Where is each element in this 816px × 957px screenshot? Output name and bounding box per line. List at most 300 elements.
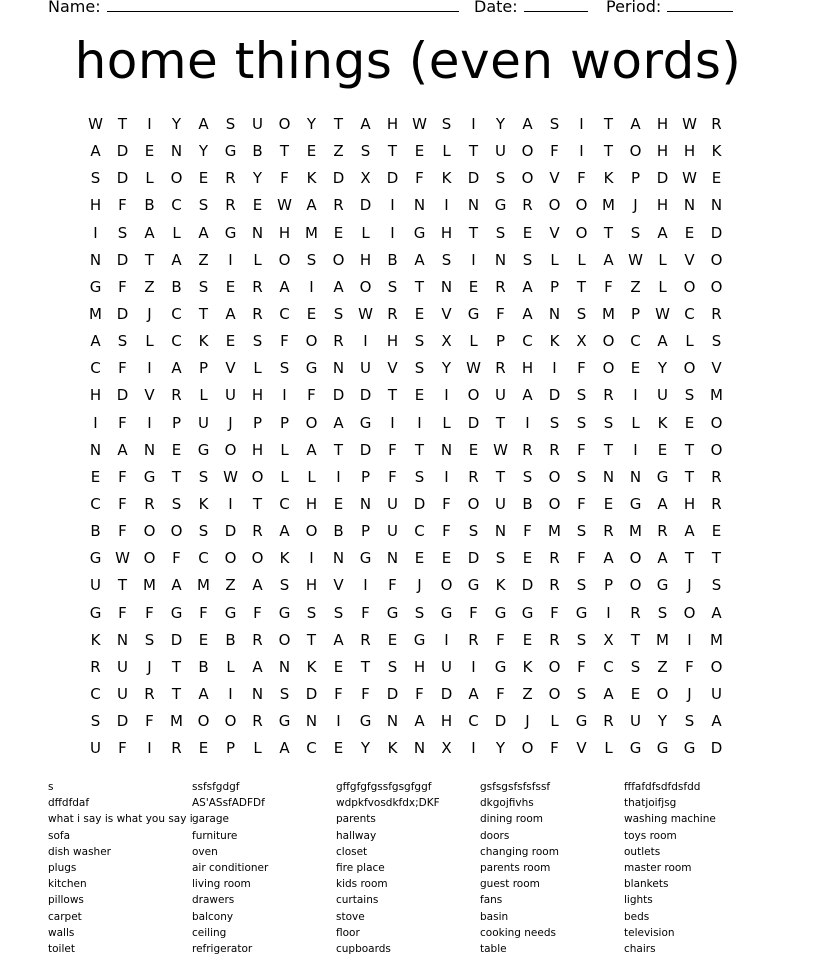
grid-letter[interactable]: T xyxy=(171,467,182,486)
grid-letter[interactable]: E xyxy=(414,142,425,161)
grid-letter[interactable]: I xyxy=(309,277,314,296)
grid-letter[interactable]: K xyxy=(657,413,668,432)
grid-letter[interactable]: D xyxy=(116,386,129,405)
grid-letter[interactable]: I xyxy=(363,332,368,351)
grid-letter[interactable]: B xyxy=(198,657,209,676)
grid-letter[interactable]: I xyxy=(579,115,584,133)
grid-letter[interactable]: P xyxy=(225,739,236,758)
grid-letter[interactable]: U xyxy=(441,657,452,676)
grid-letter[interactable]: A xyxy=(279,522,290,541)
grid-letter[interactable]: R xyxy=(630,603,641,622)
grid-letter[interactable]: F xyxy=(442,494,451,513)
grid-letter[interactable]: G xyxy=(278,603,291,622)
grid-letter[interactable]: Z xyxy=(657,657,668,676)
grid-letter[interactable]: M xyxy=(548,522,561,541)
grid-letter[interactable]: R xyxy=(495,277,506,296)
grid-letter[interactable]: U xyxy=(198,413,209,432)
grid-letter[interactable]: H xyxy=(305,576,318,595)
grid-letter[interactable]: A xyxy=(657,549,668,568)
grid-letter[interactable]: S xyxy=(441,115,452,133)
grid-letter[interactable]: A xyxy=(657,332,668,351)
grid-letter[interactable]: F xyxy=(118,522,127,541)
grid-letter[interactable]: O xyxy=(224,712,237,731)
grid-letter[interactable]: F xyxy=(550,142,559,161)
grid-letter[interactable]: H xyxy=(656,115,669,133)
grid-letter[interactable]: I xyxy=(147,115,152,133)
grid-letter[interactable]: I xyxy=(687,630,692,649)
grid-letter[interactable]: F xyxy=(361,603,370,622)
grid-letter[interactable]: S xyxy=(711,576,722,595)
grid-letter[interactable]: H xyxy=(656,196,669,215)
grid-letter[interactable]: G xyxy=(629,494,642,513)
grid-letter[interactable]: O xyxy=(629,549,642,568)
grid-letter[interactable]: S xyxy=(576,413,587,432)
grid-letter[interactable]: K xyxy=(549,332,560,351)
grid-letter[interactable]: V xyxy=(576,739,587,758)
grid-letter[interactable]: G xyxy=(521,603,534,622)
grid-letter[interactable]: U xyxy=(495,494,506,513)
grid-letter[interactable]: T xyxy=(333,440,344,459)
grid-letter[interactable]: E xyxy=(441,549,452,568)
grid-letter[interactable]: A xyxy=(468,684,479,703)
grid-letter[interactable]: S xyxy=(279,684,290,703)
grid-letter[interactable]: E xyxy=(414,549,425,568)
grid-letter[interactable]: D xyxy=(224,522,237,541)
grid-letter[interactable]: S xyxy=(387,277,398,296)
grid-letter[interactable]: R xyxy=(657,522,668,541)
grid-letter[interactable]: G xyxy=(494,603,507,622)
grid-letter[interactable]: D xyxy=(548,386,561,405)
grid-letter[interactable]: G xyxy=(305,359,318,378)
grid-letter[interactable]: S xyxy=(630,657,641,676)
grid-letter[interactable]: K xyxy=(711,142,722,161)
grid-letter[interactable]: S xyxy=(549,115,560,133)
grid-letter[interactable]: W xyxy=(223,467,238,486)
grid-letter[interactable]: F xyxy=(550,739,559,758)
grid-letter[interactable]: S xyxy=(576,386,587,405)
grid-letter[interactable]: C xyxy=(279,494,290,513)
grid-letter[interactable]: I xyxy=(363,576,368,595)
grid-letter[interactable]: D xyxy=(656,169,669,188)
grid-letter[interactable]: D xyxy=(116,712,129,731)
grid-letter[interactable]: D xyxy=(521,576,534,595)
grid-letter[interactable]: N xyxy=(440,440,453,459)
grid-letter[interactable]: S xyxy=(117,223,128,242)
grid-letter[interactable]: D xyxy=(116,142,129,161)
grid-letter[interactable]: R xyxy=(603,522,614,541)
grid-letter[interactable]: V xyxy=(549,169,560,188)
grid-letter[interactable]: F xyxy=(118,277,127,296)
grid-letter[interactable]: N xyxy=(413,739,426,758)
grid-letter[interactable]: E xyxy=(522,223,533,242)
grid-letter[interactable]: E xyxy=(198,169,209,188)
grid-letter[interactable]: W xyxy=(682,169,697,188)
grid-letter[interactable]: C xyxy=(306,739,317,758)
grid-letter[interactable]: D xyxy=(116,169,129,188)
grid-letter[interactable]: A xyxy=(603,549,614,568)
grid-letter[interactable]: E xyxy=(468,277,479,296)
grid-letter[interactable]: T xyxy=(495,413,506,432)
grid-letter[interactable]: G xyxy=(467,576,480,595)
grid-letter[interactable]: H xyxy=(278,223,291,242)
grid-letter[interactable]: C xyxy=(279,304,290,323)
grid-letter[interactable]: D xyxy=(305,684,318,703)
grid-letter[interactable]: S xyxy=(198,467,209,486)
grid-letter[interactable]: N xyxy=(359,494,372,513)
grid-letter[interactable]: V xyxy=(711,359,722,378)
grid-letter[interactable]: W xyxy=(682,115,697,133)
grid-letter[interactable]: I xyxy=(633,440,638,459)
grid-letter[interactable]: G xyxy=(467,304,480,323)
grid-letter[interactable]: R xyxy=(387,304,398,323)
grid-letter[interactable]: L xyxy=(631,413,640,432)
grid-letter[interactable]: P xyxy=(198,359,209,378)
grid-letter[interactable]: D xyxy=(467,413,480,432)
grid-letter[interactable]: N xyxy=(629,467,642,486)
grid-letter[interactable]: T xyxy=(603,142,614,161)
grid-letter[interactable]: T xyxy=(603,223,614,242)
grid-letter[interactable]: U xyxy=(711,684,722,703)
grid-letter[interactable]: R xyxy=(171,386,182,405)
grid-letter[interactable]: I xyxy=(336,712,341,731)
grid-letter[interactable]: R xyxy=(360,630,371,649)
grid-letter[interactable]: S xyxy=(468,522,479,541)
grid-letter[interactable]: F xyxy=(199,603,208,622)
grid-letter[interactable]: H xyxy=(440,223,453,242)
grid-letter[interactable]: I xyxy=(444,386,449,405)
grid-letter[interactable]: N xyxy=(386,712,399,731)
grid-letter[interactable]: Y xyxy=(360,739,371,758)
grid-letter[interactable]: I xyxy=(228,494,233,513)
grid-letter[interactable]: F xyxy=(118,196,127,215)
grid-letter[interactable]: G xyxy=(683,739,696,758)
grid-letter[interactable]: S xyxy=(576,630,587,649)
grid-letter[interactable]: V xyxy=(684,250,695,269)
grid-letter[interactable]: D xyxy=(116,250,129,269)
grid-letter[interactable]: U xyxy=(495,142,506,161)
grid-letter[interactable]: T xyxy=(468,142,479,161)
grid-letter[interactable]: U xyxy=(225,386,236,405)
grid-letter[interactable]: S xyxy=(684,386,695,405)
grid-letter[interactable]: F xyxy=(442,522,451,541)
grid-letter[interactable]: L xyxy=(442,413,451,432)
grid-letter[interactable]: D xyxy=(332,386,345,405)
grid-letter[interactable]: D xyxy=(359,196,372,215)
grid-letter[interactable]: R xyxy=(144,684,155,703)
grid-letter[interactable]: G xyxy=(575,712,588,731)
grid-letter[interactable]: B xyxy=(225,630,236,649)
grid-letter[interactable]: P xyxy=(603,576,614,595)
grid-letter[interactable]: M xyxy=(710,386,723,405)
grid-letter[interactable]: M xyxy=(656,630,669,649)
grid-letter[interactable]: Z xyxy=(198,250,209,269)
grid-letter[interactable]: A xyxy=(117,440,128,459)
grid-letter[interactable]: F xyxy=(496,630,505,649)
grid-letter[interactable]: S xyxy=(711,332,722,351)
grid-letter[interactable]: R xyxy=(252,277,263,296)
grid-letter[interactable]: Y xyxy=(198,142,209,161)
grid-letter[interactable]: A xyxy=(711,603,722,622)
grid-letter[interactable]: F xyxy=(577,359,586,378)
grid-letter[interactable]: D xyxy=(467,549,480,568)
grid-letter[interactable]: D xyxy=(386,684,399,703)
grid-letter[interactable]: E xyxy=(333,739,344,758)
grid-letter[interactable]: F xyxy=(550,603,559,622)
grid-letter[interactable]: T xyxy=(468,223,479,242)
grid-letter[interactable]: T xyxy=(684,549,695,568)
grid-letter[interactable]: Z xyxy=(630,277,641,296)
grid-letter[interactable]: A xyxy=(279,277,290,296)
grid-letter[interactable]: E xyxy=(333,494,344,513)
grid-letter[interactable]: V xyxy=(144,386,155,405)
grid-letter[interactable]: A xyxy=(252,576,263,595)
grid-letter[interactable]: G xyxy=(656,576,669,595)
grid-letter[interactable]: W xyxy=(412,115,427,133)
grid-letter[interactable]: F xyxy=(577,169,586,188)
grid-letter[interactable]: N xyxy=(116,630,129,649)
grid-letter[interactable]: N xyxy=(386,549,399,568)
grid-letter[interactable]: O xyxy=(359,277,372,296)
grid-letter[interactable]: T xyxy=(252,494,263,513)
grid-letter[interactable]: I xyxy=(444,467,449,486)
grid-letter[interactable]: D xyxy=(710,223,723,242)
grid-letter[interactable]: H xyxy=(305,494,318,513)
grid-letter[interactable]: I xyxy=(390,196,395,215)
grid-letter[interactable]: L xyxy=(442,142,451,161)
grid-letter[interactable]: H xyxy=(89,386,102,405)
grid-letter[interactable]: D xyxy=(116,304,129,323)
grid-letter[interactable]: K xyxy=(306,657,317,676)
grid-letter[interactable]: S xyxy=(279,359,290,378)
grid-letter[interactable]: I xyxy=(282,386,287,405)
grid-letter[interactable]: H xyxy=(251,386,264,405)
grid-letter[interactable]: R xyxy=(549,576,560,595)
grid-letter[interactable]: S xyxy=(657,603,668,622)
grid-letter[interactable]: N xyxy=(89,440,102,459)
grid-letter[interactable]: R xyxy=(225,169,236,188)
grid-letter[interactable]: L xyxy=(550,250,559,269)
grid-letter[interactable]: X xyxy=(360,169,371,188)
grid-letter[interactable]: V xyxy=(549,223,560,242)
grid-letter[interactable]: T xyxy=(387,386,398,405)
grid-letter[interactable]: G xyxy=(359,549,372,568)
grid-letter[interactable]: M xyxy=(602,304,615,323)
grid-letter[interactable]: H xyxy=(386,115,399,133)
grid-letter[interactable]: S xyxy=(495,549,506,568)
grid-letter[interactable]: M xyxy=(629,522,642,541)
grid-letter[interactable]: O xyxy=(710,250,723,269)
grid-letter[interactable]: B xyxy=(252,142,263,161)
grid-letter[interactable]: D xyxy=(710,739,723,758)
grid-letter[interactable]: O xyxy=(305,522,318,541)
grid-letter[interactable]: F xyxy=(577,494,586,513)
grid-letter[interactable]: V xyxy=(333,576,344,595)
grid-letter[interactable]: A xyxy=(684,522,695,541)
grid-letter[interactable]: G xyxy=(656,739,669,758)
grid-letter[interactable]: C xyxy=(90,359,101,378)
grid-letter[interactable]: I xyxy=(444,196,449,215)
grid-letter[interactable]: N xyxy=(494,250,507,269)
grid-letter[interactable]: R xyxy=(549,549,560,568)
name-blank-line[interactable] xyxy=(107,0,459,12)
grid-letter[interactable]: E xyxy=(306,142,317,161)
grid-letter[interactable]: Z xyxy=(333,142,344,161)
grid-letter[interactable]: A xyxy=(171,250,182,269)
grid-letter[interactable]: A xyxy=(522,386,533,405)
grid-letter[interactable]: V xyxy=(225,359,236,378)
grid-letter[interactable]: C xyxy=(171,196,182,215)
grid-letter[interactable]: R xyxy=(495,359,506,378)
grid-letter[interactable]: L xyxy=(307,467,316,486)
grid-letter[interactable]: R xyxy=(468,630,479,649)
grid-letter[interactable]: B xyxy=(90,522,101,541)
grid-letter[interactable]: F xyxy=(577,440,586,459)
grid-letter[interactable]: I xyxy=(552,359,557,378)
grid-letter[interactable]: I xyxy=(228,684,233,703)
grid-letter[interactable]: G xyxy=(197,440,210,459)
grid-letter[interactable]: S xyxy=(576,576,587,595)
grid-letter[interactable]: N xyxy=(278,657,291,676)
grid-letter[interactable]: D xyxy=(332,169,345,188)
grid-letter[interactable]: R xyxy=(252,304,263,323)
grid-letter[interactable]: O xyxy=(548,684,561,703)
grid-letter[interactable]: K xyxy=(441,169,452,188)
grid-letter[interactable]: A xyxy=(522,304,533,323)
grid-letter[interactable]: P xyxy=(630,169,641,188)
grid-letter[interactable]: E xyxy=(171,440,182,459)
grid-letter[interactable]: M xyxy=(602,196,615,215)
grid-letter[interactable]: T xyxy=(684,440,695,459)
grid-letter[interactable]: R xyxy=(522,440,533,459)
grid-letter[interactable]: O xyxy=(683,603,696,622)
grid-letter[interactable]: A xyxy=(711,712,722,731)
grid-letter[interactable]: L xyxy=(577,250,586,269)
grid-letter[interactable]: A xyxy=(90,142,101,161)
grid-letter[interactable]: N xyxy=(467,196,480,215)
grid-letter[interactable]: F xyxy=(415,169,424,188)
grid-letter[interactable]: E xyxy=(603,494,614,513)
grid-letter[interactable]: G xyxy=(224,223,237,242)
grid-letter[interactable]: A xyxy=(630,115,641,133)
grid-letter[interactable]: O xyxy=(305,413,318,432)
grid-letter[interactable]: O xyxy=(548,196,561,215)
grid-letter[interactable]: X xyxy=(441,332,452,351)
grid-letter[interactable]: F xyxy=(388,440,397,459)
grid-letter[interactable]: A xyxy=(657,494,668,513)
grid-letter[interactable]: D xyxy=(359,440,372,459)
grid-letter[interactable]: H xyxy=(656,142,669,161)
grid-letter[interactable]: S xyxy=(495,169,506,188)
grid-letter[interactable]: O xyxy=(251,549,264,568)
grid-letter[interactable]: I xyxy=(606,603,611,622)
grid-letter[interactable]: G xyxy=(575,603,588,622)
grid-letter[interactable]: G xyxy=(359,712,372,731)
grid-letter[interactable]: I xyxy=(471,657,476,676)
grid-letter[interactable]: L xyxy=(685,332,694,351)
grid-letter[interactable]: A xyxy=(252,657,263,676)
grid-letter[interactable]: S xyxy=(90,712,101,731)
grid-letter[interactable]: Y xyxy=(252,169,263,188)
grid-letter[interactable]: S xyxy=(441,250,452,269)
grid-letter[interactable]: I xyxy=(471,739,476,758)
grid-letter[interactable]: O xyxy=(467,386,480,405)
grid-letter[interactable]: S xyxy=(414,467,425,486)
grid-letter[interactable]: A xyxy=(198,223,209,242)
grid-letter[interactable]: S xyxy=(171,494,182,513)
grid-letter[interactable]: K xyxy=(198,494,209,513)
grid-letter[interactable]: Y xyxy=(306,115,317,133)
grid-letter[interactable]: R xyxy=(549,440,560,459)
grid-letter[interactable]: E xyxy=(387,630,398,649)
grid-letter[interactable]: G xyxy=(494,196,507,215)
grid-letter[interactable]: K xyxy=(306,169,317,188)
grid-letter[interactable]: T xyxy=(684,467,695,486)
grid-letter[interactable]: S xyxy=(198,196,209,215)
grid-letter[interactable]: A xyxy=(144,223,155,242)
grid-letter[interactable]: D xyxy=(359,386,372,405)
grid-letter[interactable]: T xyxy=(630,630,641,649)
grid-letter[interactable]: T xyxy=(144,250,155,269)
grid-letter[interactable]: R xyxy=(603,386,614,405)
grid-letter[interactable]: I xyxy=(633,386,638,405)
grid-letter[interactable]: L xyxy=(361,223,370,242)
grid-letter[interactable]: G xyxy=(359,413,372,432)
grid-letter[interactable]: R xyxy=(252,522,263,541)
grid-letter[interactable]: I xyxy=(147,739,152,758)
grid-letter[interactable]: M xyxy=(143,576,156,595)
grid-letter[interactable]: U xyxy=(90,576,101,595)
grid-letter[interactable]: Y xyxy=(657,359,668,378)
grid-letter[interactable]: O xyxy=(467,494,480,513)
grid-letter[interactable]: S xyxy=(306,603,317,622)
grid-letter[interactable]: F xyxy=(496,304,505,323)
grid-letter[interactable]: C xyxy=(414,522,425,541)
grid-letter[interactable]: W xyxy=(277,196,292,215)
grid-letter[interactable]: O xyxy=(143,549,156,568)
grid-letter[interactable]: F xyxy=(577,549,586,568)
grid-letter[interactable]: O xyxy=(224,549,237,568)
grid-letter[interactable]: W xyxy=(358,304,373,323)
grid-letter[interactable]: N xyxy=(251,223,264,242)
grid-letter[interactable]: S xyxy=(630,223,641,242)
grid-letter[interactable]: I xyxy=(471,115,476,133)
grid-letter[interactable]: C xyxy=(630,332,641,351)
grid-letter[interactable]: I xyxy=(444,630,449,649)
grid-letter[interactable]: G xyxy=(386,603,399,622)
grid-letter[interactable]: B xyxy=(522,494,533,513)
grid-letter[interactable]: O xyxy=(548,657,561,676)
grid-letter[interactable]: E xyxy=(333,657,344,676)
grid-letter[interactable]: E xyxy=(225,277,236,296)
grid-letter[interactable]: S xyxy=(387,657,398,676)
grid-letter[interactable]: N xyxy=(602,467,615,486)
grid-letter[interactable]: H xyxy=(386,332,399,351)
grid-letter[interactable]: E xyxy=(711,522,722,541)
grid-letter[interactable]: N xyxy=(494,522,507,541)
grid-letter[interactable]: T xyxy=(171,657,182,676)
grid-letter[interactable]: R xyxy=(549,630,560,649)
grid-letter[interactable]: D xyxy=(440,684,453,703)
grid-letter[interactable]: T xyxy=(495,467,506,486)
grid-letter[interactable]: Y xyxy=(495,739,506,758)
grid-letter[interactable]: F xyxy=(145,712,154,731)
grid-letter[interactable]: A xyxy=(225,304,236,323)
grid-letter[interactable]: E xyxy=(414,386,425,405)
date-blank-line[interactable] xyxy=(524,0,588,12)
grid-letter[interactable]: C xyxy=(468,712,479,731)
grid-letter[interactable]: R xyxy=(144,494,155,513)
grid-letter[interactable]: O xyxy=(710,413,723,432)
